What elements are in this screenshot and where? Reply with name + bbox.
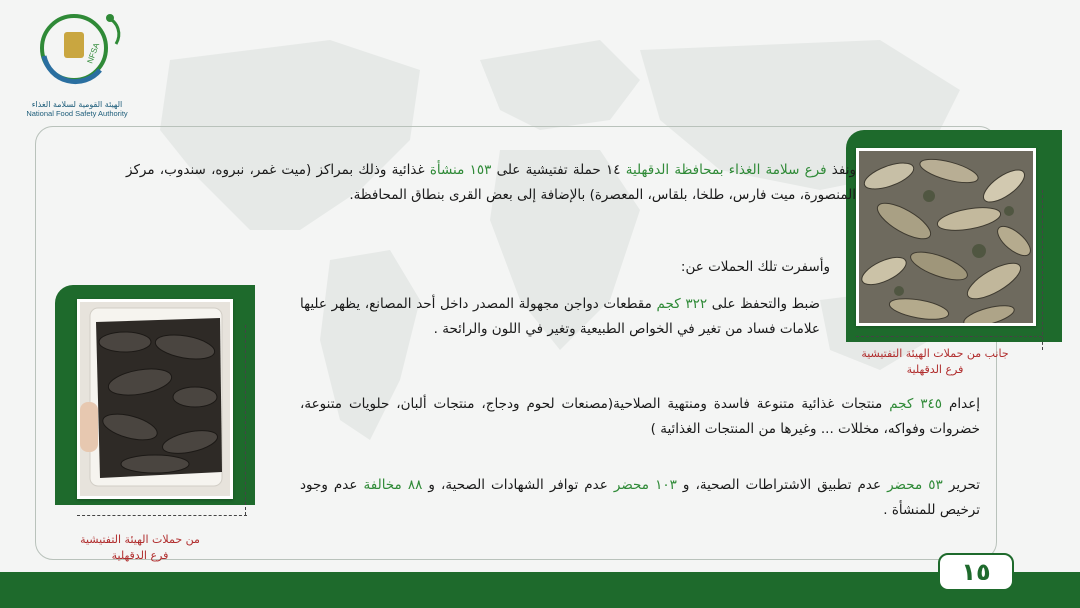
nfsa-logo — [30, 8, 126, 88]
right-photo-block — [846, 130, 1066, 350]
left-photo-dashed-bottom — [77, 515, 247, 516]
paragraph-violations — [300, 473, 980, 523]
highlighted-text: ٣٤٥ كجم — [889, 396, 943, 412]
highlighted-text: ١٠٣ محضر — [613, 477, 677, 493]
footer-bar — [0, 572, 1080, 608]
body-text: إعدام — [942, 396, 981, 412]
poultry-pieces-photo — [856, 148, 1036, 326]
highlighted-text: ١٥٣ منشأة — [429, 162, 492, 178]
body-text: تحرير — [942, 477, 981, 493]
left-photo-block — [55, 285, 255, 520]
body-text: منتجات غذائية متنوعة فاسدة ومنتهية الصلاحية(مصنعات لحوم ودجاج، منتجات ألبان، حلويات متنوعة، خضروات وفواكه، مخللات ... وغيرها من المنتجات الغذائية ) — [300, 396, 980, 437]
svg-text:NFSA: NFSA — [85, 41, 102, 65]
highlighted-text: ٣٢٢ كجم — [656, 296, 708, 312]
body-text: مقطعات دواجن مجهولة المصدر داخل أحد المصانع، يظهر عليها علامات فساد من تغير في الخواص الطبيعية وتغير في اللون والرائحة . — [300, 296, 820, 337]
body-text: ضبط والتحفظ على — [707, 296, 820, 312]
highlighted-text: ٥٣ محضر — [887, 477, 943, 493]
page-number: ١٥ — [938, 553, 1014, 591]
body-text: ونفذ — [826, 162, 856, 178]
logo-arabic-name: الهيئة القومية لسلامة الغذاء — [31, 100, 123, 109]
logo-text — [22, 100, 132, 118]
paragraph-results-intro: وأسفرت تلك الحملات عن: — [680, 259, 830, 275]
highlighted-text: فرع سلامة الغذاء بمحافظة الدقهلية — [625, 162, 827, 178]
body-text: عدم وجود ترخيص للمنشأة . — [300, 477, 980, 518]
logo-english-name: National Food Safety Authority — [26, 109, 128, 118]
right-photo-dashed-edge — [1042, 190, 1043, 350]
body-text: غذائية وذلك بمراكز (ميت غمر، نبروه، سندوب، مركز المنصورة، ميت فارس، طلخا، بلقاس، المعصرة) بالإضافة إلى بعض القرى بنطاق المحافظة. — [126, 162, 856, 203]
paragraph-seizure — [300, 292, 820, 342]
paragraph-destruction — [300, 392, 980, 442]
left-photo-dashed-edge — [245, 325, 246, 515]
spoiled-food-photo — [77, 299, 233, 499]
body-text: عدم تطبيق الاشتراطات الصحية، و — [676, 477, 888, 493]
body-text: عدم توافر الشهادات الصحية، و — [422, 477, 614, 493]
right-photo-caption: جانب من حملات الهيئة التفتيشية فرع الدقهلية — [861, 347, 1009, 376]
highlighted-text: ٨٨ مخالفة — [363, 477, 423, 493]
eagle-emblem-icon — [64, 32, 84, 58]
paragraph-campaigns-summary — [126, 158, 856, 208]
body-text: ١٤ حملة تفتيشية على — [491, 162, 626, 178]
left-photo-caption: من حملات الهيئة التفتيشية فرع الدقهلية — [80, 533, 200, 562]
right-photo-dashed-bottom — [856, 336, 1042, 337]
